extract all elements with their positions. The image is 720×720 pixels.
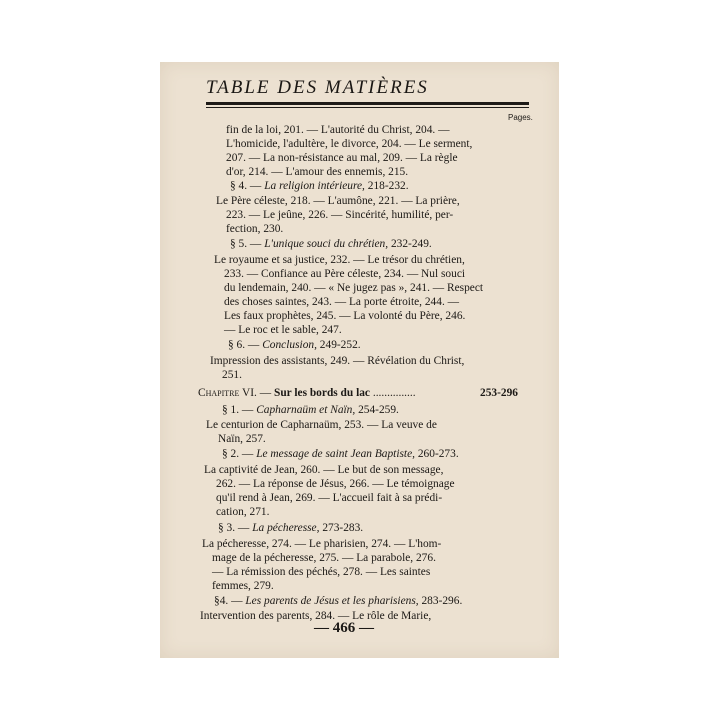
toc-line: Impression des assistants, 249. — Révélation du Christ, (210, 355, 465, 367)
page-number: — 466 — (314, 620, 374, 636)
toc-line: Intervention des parents, 284. — Le rôle de Marie, (200, 610, 432, 622)
toc-line: fection, 230. (226, 223, 284, 235)
toc-line: — Le roc et le sable, 247. (224, 324, 342, 336)
section-heading: § 2. — Le message de saint Jean Baptiste, 260-273. (222, 448, 459, 460)
toc-line: femmes, 279. (212, 580, 274, 592)
toc-line: — La rémission des péchés, 278. — Les saintes (212, 566, 431, 578)
header-rule-thick (206, 102, 529, 105)
chapter-label: Chapitre VI. — (198, 387, 272, 399)
toc-line: Le centurion de Capharnaüm, 253. — La veuve de (206, 419, 437, 431)
page-title: TABLE DES MATIÈRES (206, 77, 429, 98)
toc-line: mage de la pécheresse, 275. — La parabole, 276. (212, 552, 436, 564)
toc-line: 207. — La non-résistance au mal, 209. — La règle (226, 152, 458, 164)
pages-column-label: Pages. (508, 113, 533, 122)
toc-line: fin de la loi, 201. — L'autorité du Christ, 204. — (226, 124, 450, 136)
toc-line: La captivité de Jean, 260. — Le but de son message, (204, 464, 444, 476)
toc-line: cation, 271. (216, 506, 270, 518)
toc-line: La pécheresse, 274. — Le pharisien, 274. — L'hom- (202, 538, 442, 550)
toc-line: 251. (222, 369, 242, 381)
toc-line: Le royaume et sa justice, 232. — Le trésor du chrétien, (214, 254, 465, 266)
section-heading: § 4. — La religion intérieure, 218-232. (230, 180, 409, 192)
chapter-title: Sur les bords du lac (273, 387, 370, 399)
toc-line: 233. — Confiance au Père céleste, 234. — Nul souci (224, 268, 466, 280)
book-page (160, 62, 559, 658)
chapter-entry (198, 387, 518, 399)
chapter-leaders: ............... (372, 387, 416, 399)
section-heading: § 5. — L'unique souci du chrétien, 232-249. (230, 238, 432, 250)
toc-line: Les faux prophètes, 245. — La volonté du Père, 246. (224, 310, 466, 322)
toc-line: qu'il rend à Jean, 269. — L'accueil fait à sa prédi- (216, 492, 443, 504)
toc-line: 262. — La réponse de Jésus, 266. — Le témoignage (216, 478, 455, 490)
toc-line: L'homicide, l'adultère, le divorce, 204. — Le serment, (226, 138, 473, 150)
toc-line: Le Père céleste, 218. — L'aumône, 221. — La prière, (216, 195, 460, 207)
section-heading: § 6. — Conclusion, 249-252. (228, 339, 361, 351)
header-rule-thin (206, 107, 529, 108)
section-heading: § 1. — Capharnaüm et Naïn, 254-259. (222, 404, 399, 416)
section-heading: § 3. — La pécheresse, 273-283. (218, 522, 364, 534)
section-heading: §4. — Les parents de Jésus et les pharisiens, 283-296. (214, 595, 463, 607)
toc-line: des choses saintes, 243. — La porte étroite, 244. — (224, 296, 460, 308)
chapter-pages: 253-296 (480, 387, 518, 399)
toc-line: du lendemain, 240. — « Ne jugez pas », 241. — Respect (224, 282, 484, 294)
toc-line: Naïn, 257. (218, 433, 266, 445)
toc-line: 223. — Le jeûne, 226. — Sincérité, humilité, per- (226, 209, 454, 221)
toc-line: d'or, 214. — L'amour des ennemis, 215. (226, 166, 409, 178)
